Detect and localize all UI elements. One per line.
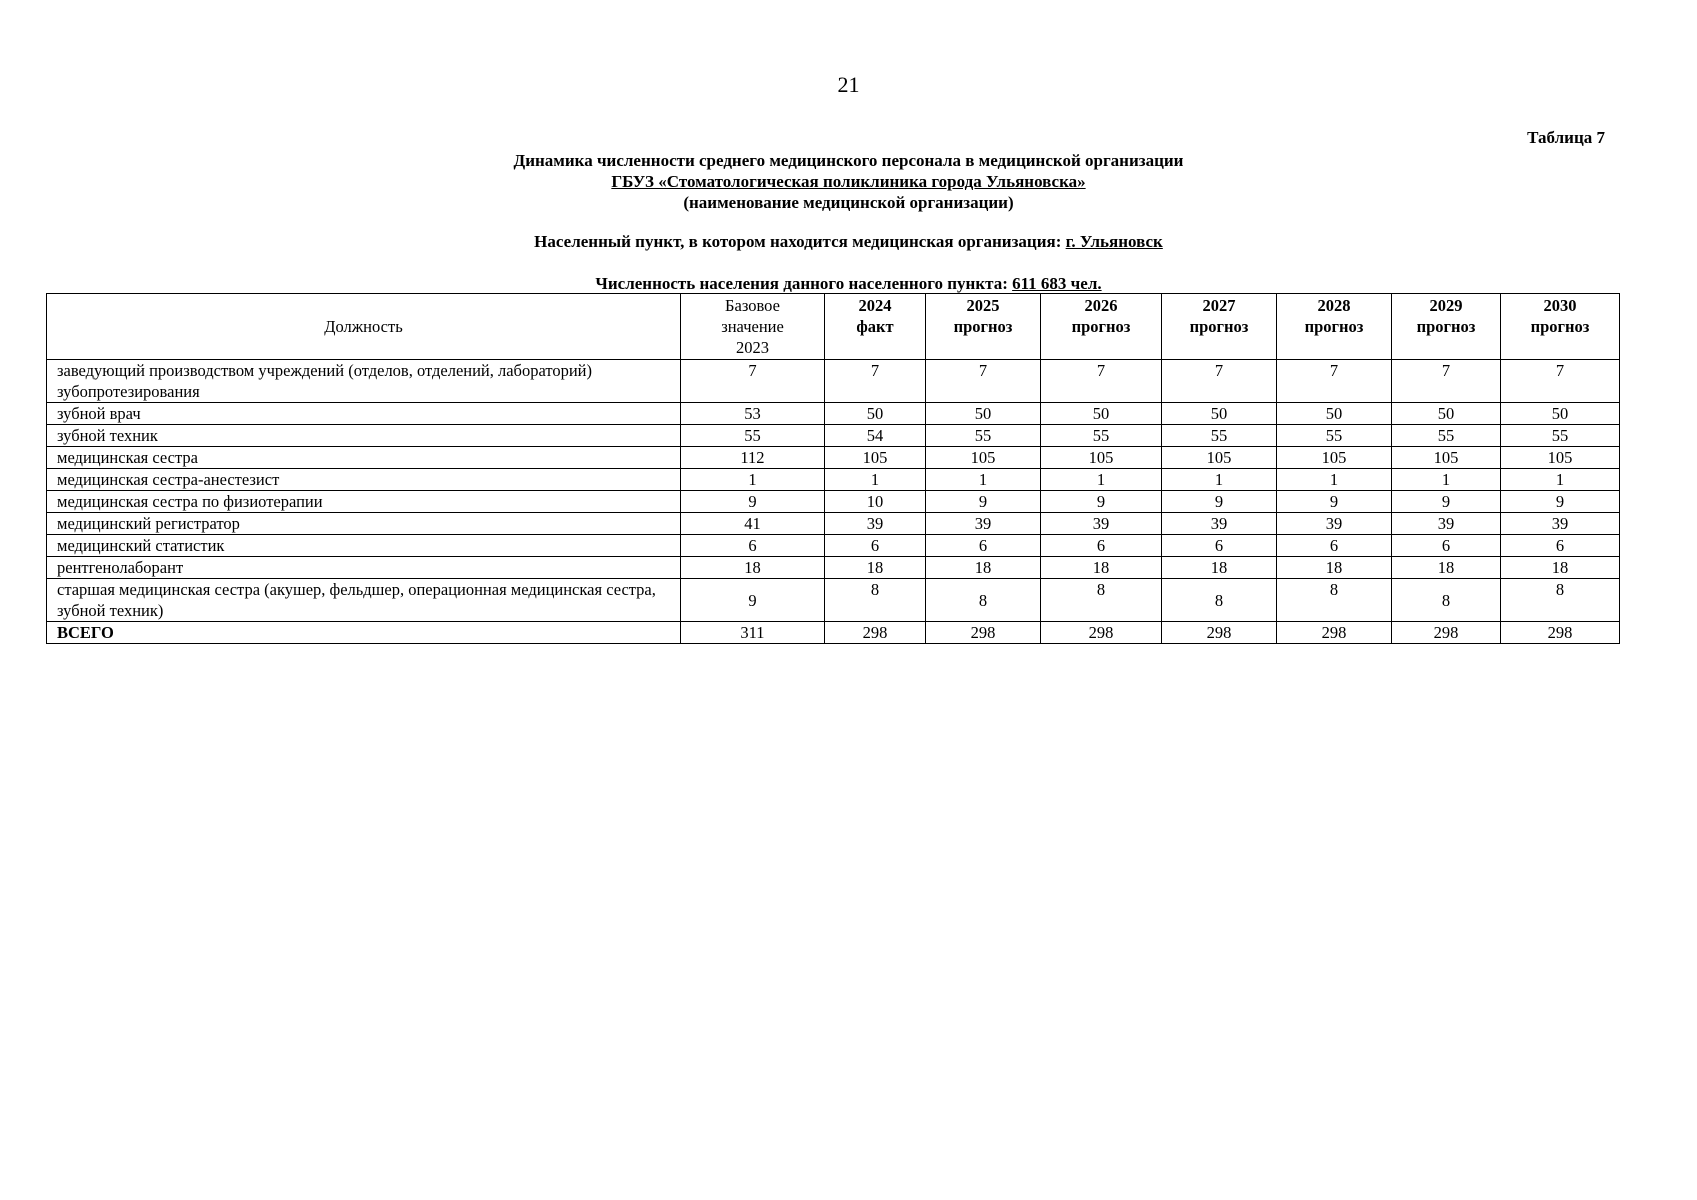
value-cell: 9 (1501, 491, 1620, 513)
title-line: Динамика численности среднего медицинского персонала в медицинской организации (513, 151, 1184, 170)
value-cell: 7 (681, 360, 825, 403)
value-cell: 50 (1041, 403, 1162, 425)
column-header-year: 2029 (1429, 296, 1463, 315)
table-row (47, 425, 1620, 447)
value-cell: 7 (926, 360, 1041, 403)
value-cell: 6 (1162, 535, 1277, 557)
value-cell: 8 (1162, 579, 1277, 622)
column-header-base-line: значение (721, 317, 784, 336)
document-title (0, 150, 1697, 213)
value-cell: 6 (1501, 535, 1620, 557)
value-cell: 39 (1041, 513, 1162, 535)
value-cell: 7 (1162, 360, 1277, 403)
table-row (47, 447, 1620, 469)
total-value-cell: 298 (1501, 622, 1620, 644)
value-cell: 7 (1501, 360, 1620, 403)
table-row (47, 491, 1620, 513)
value-cell: 55 (926, 425, 1041, 447)
value-cell: 1 (681, 469, 825, 491)
value-cell: 18 (1162, 557, 1277, 579)
table-row (47, 469, 1620, 491)
value-cell: 55 (1501, 425, 1620, 447)
value-cell: 55 (1277, 425, 1392, 447)
value-cell: 39 (1162, 513, 1277, 535)
value-cell: 1 (1501, 469, 1620, 491)
value-cell: 7 (1392, 360, 1501, 403)
table-total-row (47, 622, 1620, 644)
value-cell: 6 (926, 535, 1041, 557)
value-cell: 8 (1041, 579, 1162, 622)
value-cell: 6 (1392, 535, 1501, 557)
value-cell: 18 (1392, 557, 1501, 579)
value-cell: 105 (1162, 447, 1277, 469)
value-cell: 39 (926, 513, 1041, 535)
value-cell: 105 (1392, 447, 1501, 469)
value-cell: 53 (681, 403, 825, 425)
value-cell: 55 (1162, 425, 1277, 447)
value-cell: 9 (1162, 491, 1277, 513)
column-header-kind: прогноз (1304, 317, 1364, 336)
population-line (0, 274, 1697, 294)
column-header-2030 (1501, 294, 1620, 360)
column-header-year: 2028 (1317, 296, 1351, 315)
locality-label: Населенный пункт, в котором находится медицинская организация: (534, 232, 1062, 251)
organization-name: ГБУЗ «Стоматологическая поликлиника города Ульяновска» (611, 172, 1086, 191)
population-value: 611 683 чел. (1012, 274, 1102, 293)
column-header-2028 (1277, 294, 1392, 360)
column-header-kind: прогноз (1416, 317, 1476, 336)
value-cell: 39 (1392, 513, 1501, 535)
value-cell: 105 (926, 447, 1041, 469)
column-header-2029 (1392, 294, 1501, 360)
value-cell: 54 (825, 425, 926, 447)
value-cell: 7 (1041, 360, 1162, 403)
value-cell: 9 (681, 491, 825, 513)
table-row (47, 513, 1620, 535)
position-cell: старшая медицинская сестра (акушер, фельдшер, операционная медицинская сестра, зубной техник) (47, 579, 681, 622)
total-value-cell: 298 (926, 622, 1041, 644)
table-row (47, 557, 1620, 579)
value-cell: 18 (681, 557, 825, 579)
value-cell: 50 (825, 403, 926, 425)
value-cell: 8 (825, 579, 926, 622)
column-header-kind: факт (856, 317, 894, 336)
value-cell: 105 (1041, 447, 1162, 469)
position-cell: медицинская сестра (47, 447, 681, 469)
value-cell: 50 (1392, 403, 1501, 425)
value-cell: 18 (825, 557, 926, 579)
column-header-kind: прогноз (1189, 317, 1249, 336)
position-cell: медицинский регистратор (47, 513, 681, 535)
value-cell: 9 (1392, 491, 1501, 513)
value-cell: 55 (681, 425, 825, 447)
value-cell: 18 (1501, 557, 1620, 579)
value-cell: 6 (1277, 535, 1392, 557)
column-header-base-line: 2023 (736, 338, 769, 357)
total-value-cell: 298 (1277, 622, 1392, 644)
locality-line (0, 232, 1697, 252)
column-header-year: 2024 (858, 296, 892, 315)
value-cell: 39 (1501, 513, 1620, 535)
column-header-year: 2027 (1202, 296, 1236, 315)
position-cell: рентгенолаборант (47, 557, 681, 579)
page-number: 21 (837, 72, 860, 97)
organization-caption: (наименование медицинской организации) (683, 193, 1014, 212)
position-cell: заведующий производством учреждений (отделов, отделений, лабораторий) зубопротезирования (47, 360, 681, 403)
column-header-2026 (1041, 294, 1162, 360)
value-cell: 39 (825, 513, 926, 535)
value-cell: 1 (1041, 469, 1162, 491)
value-cell: 50 (1501, 403, 1620, 425)
value-cell: 1 (926, 469, 1041, 491)
value-cell: 18 (1277, 557, 1392, 579)
value-cell: 7 (1277, 360, 1392, 403)
value-cell: 8 (1392, 579, 1501, 622)
value-cell: 9 (1041, 491, 1162, 513)
total-value-cell: 311 (681, 622, 825, 644)
table-label: Таблица 7 (1527, 128, 1605, 147)
column-header-2024 (825, 294, 926, 360)
position-cell: медицинский статистик (47, 535, 681, 557)
value-cell: 105 (825, 447, 926, 469)
value-cell: 8 (1501, 579, 1620, 622)
locality-value: г. Ульяновск (1065, 232, 1163, 251)
staff-dynamics-table (46, 293, 1620, 644)
value-cell: 18 (1041, 557, 1162, 579)
value-cell: 1 (1277, 469, 1392, 491)
table-row (47, 360, 1620, 403)
value-cell: 50 (1162, 403, 1277, 425)
value-cell: 8 (926, 579, 1041, 622)
value-cell: 9 (926, 491, 1041, 513)
column-header-base (681, 294, 825, 360)
total-label: ВСЕГО (47, 622, 681, 644)
value-cell: 105 (1277, 447, 1392, 469)
column-header-kind: прогноз (1530, 317, 1590, 336)
total-value-cell: 298 (825, 622, 926, 644)
column-header-year: 2026 (1084, 296, 1118, 315)
table-body (47, 360, 1620, 644)
table-header-row (47, 294, 1620, 360)
column-header-kind: прогноз (953, 317, 1013, 336)
total-value-cell: 298 (1392, 622, 1501, 644)
column-header-2025 (926, 294, 1041, 360)
value-cell: 1 (825, 469, 926, 491)
value-cell: 7 (825, 360, 926, 403)
column-header-2027 (1162, 294, 1277, 360)
position-cell: зубной врач (47, 403, 681, 425)
value-cell: 50 (926, 403, 1041, 425)
column-header-position: Должность (47, 294, 681, 360)
value-cell: 10 (825, 491, 926, 513)
table-row (47, 579, 1620, 622)
table-row (47, 535, 1620, 557)
value-cell: 1 (1392, 469, 1501, 491)
value-cell: 6 (1041, 535, 1162, 557)
value-cell: 18 (926, 557, 1041, 579)
value-cell: 1 (1162, 469, 1277, 491)
column-header-base-line: Базовое (725, 296, 780, 315)
value-cell: 50 (1277, 403, 1392, 425)
value-cell: 6 (681, 535, 825, 557)
value-cell: 55 (1392, 425, 1501, 447)
value-cell: 8 (1277, 579, 1392, 622)
total-value-cell: 298 (1041, 622, 1162, 644)
total-value-cell: 298 (1162, 622, 1277, 644)
value-cell: 105 (1501, 447, 1620, 469)
column-header-year: 2030 (1543, 296, 1577, 315)
position-cell: медицинская сестра по физиотерапии (47, 491, 681, 513)
table-row (47, 403, 1620, 425)
value-cell: 6 (825, 535, 926, 557)
value-cell: 112 (681, 447, 825, 469)
population-label: Численность населения данного населенного пункта: (595, 274, 1008, 293)
position-cell: медицинская сестра-анестезист (47, 469, 681, 491)
value-cell: 55 (1041, 425, 1162, 447)
value-cell: 9 (1277, 491, 1392, 513)
column-header-kind: прогноз (1071, 317, 1131, 336)
value-cell: 41 (681, 513, 825, 535)
position-cell: зубной техник (47, 425, 681, 447)
value-cell: 9 (681, 579, 825, 622)
column-header-year: 2025 (966, 296, 1000, 315)
value-cell: 39 (1277, 513, 1392, 535)
